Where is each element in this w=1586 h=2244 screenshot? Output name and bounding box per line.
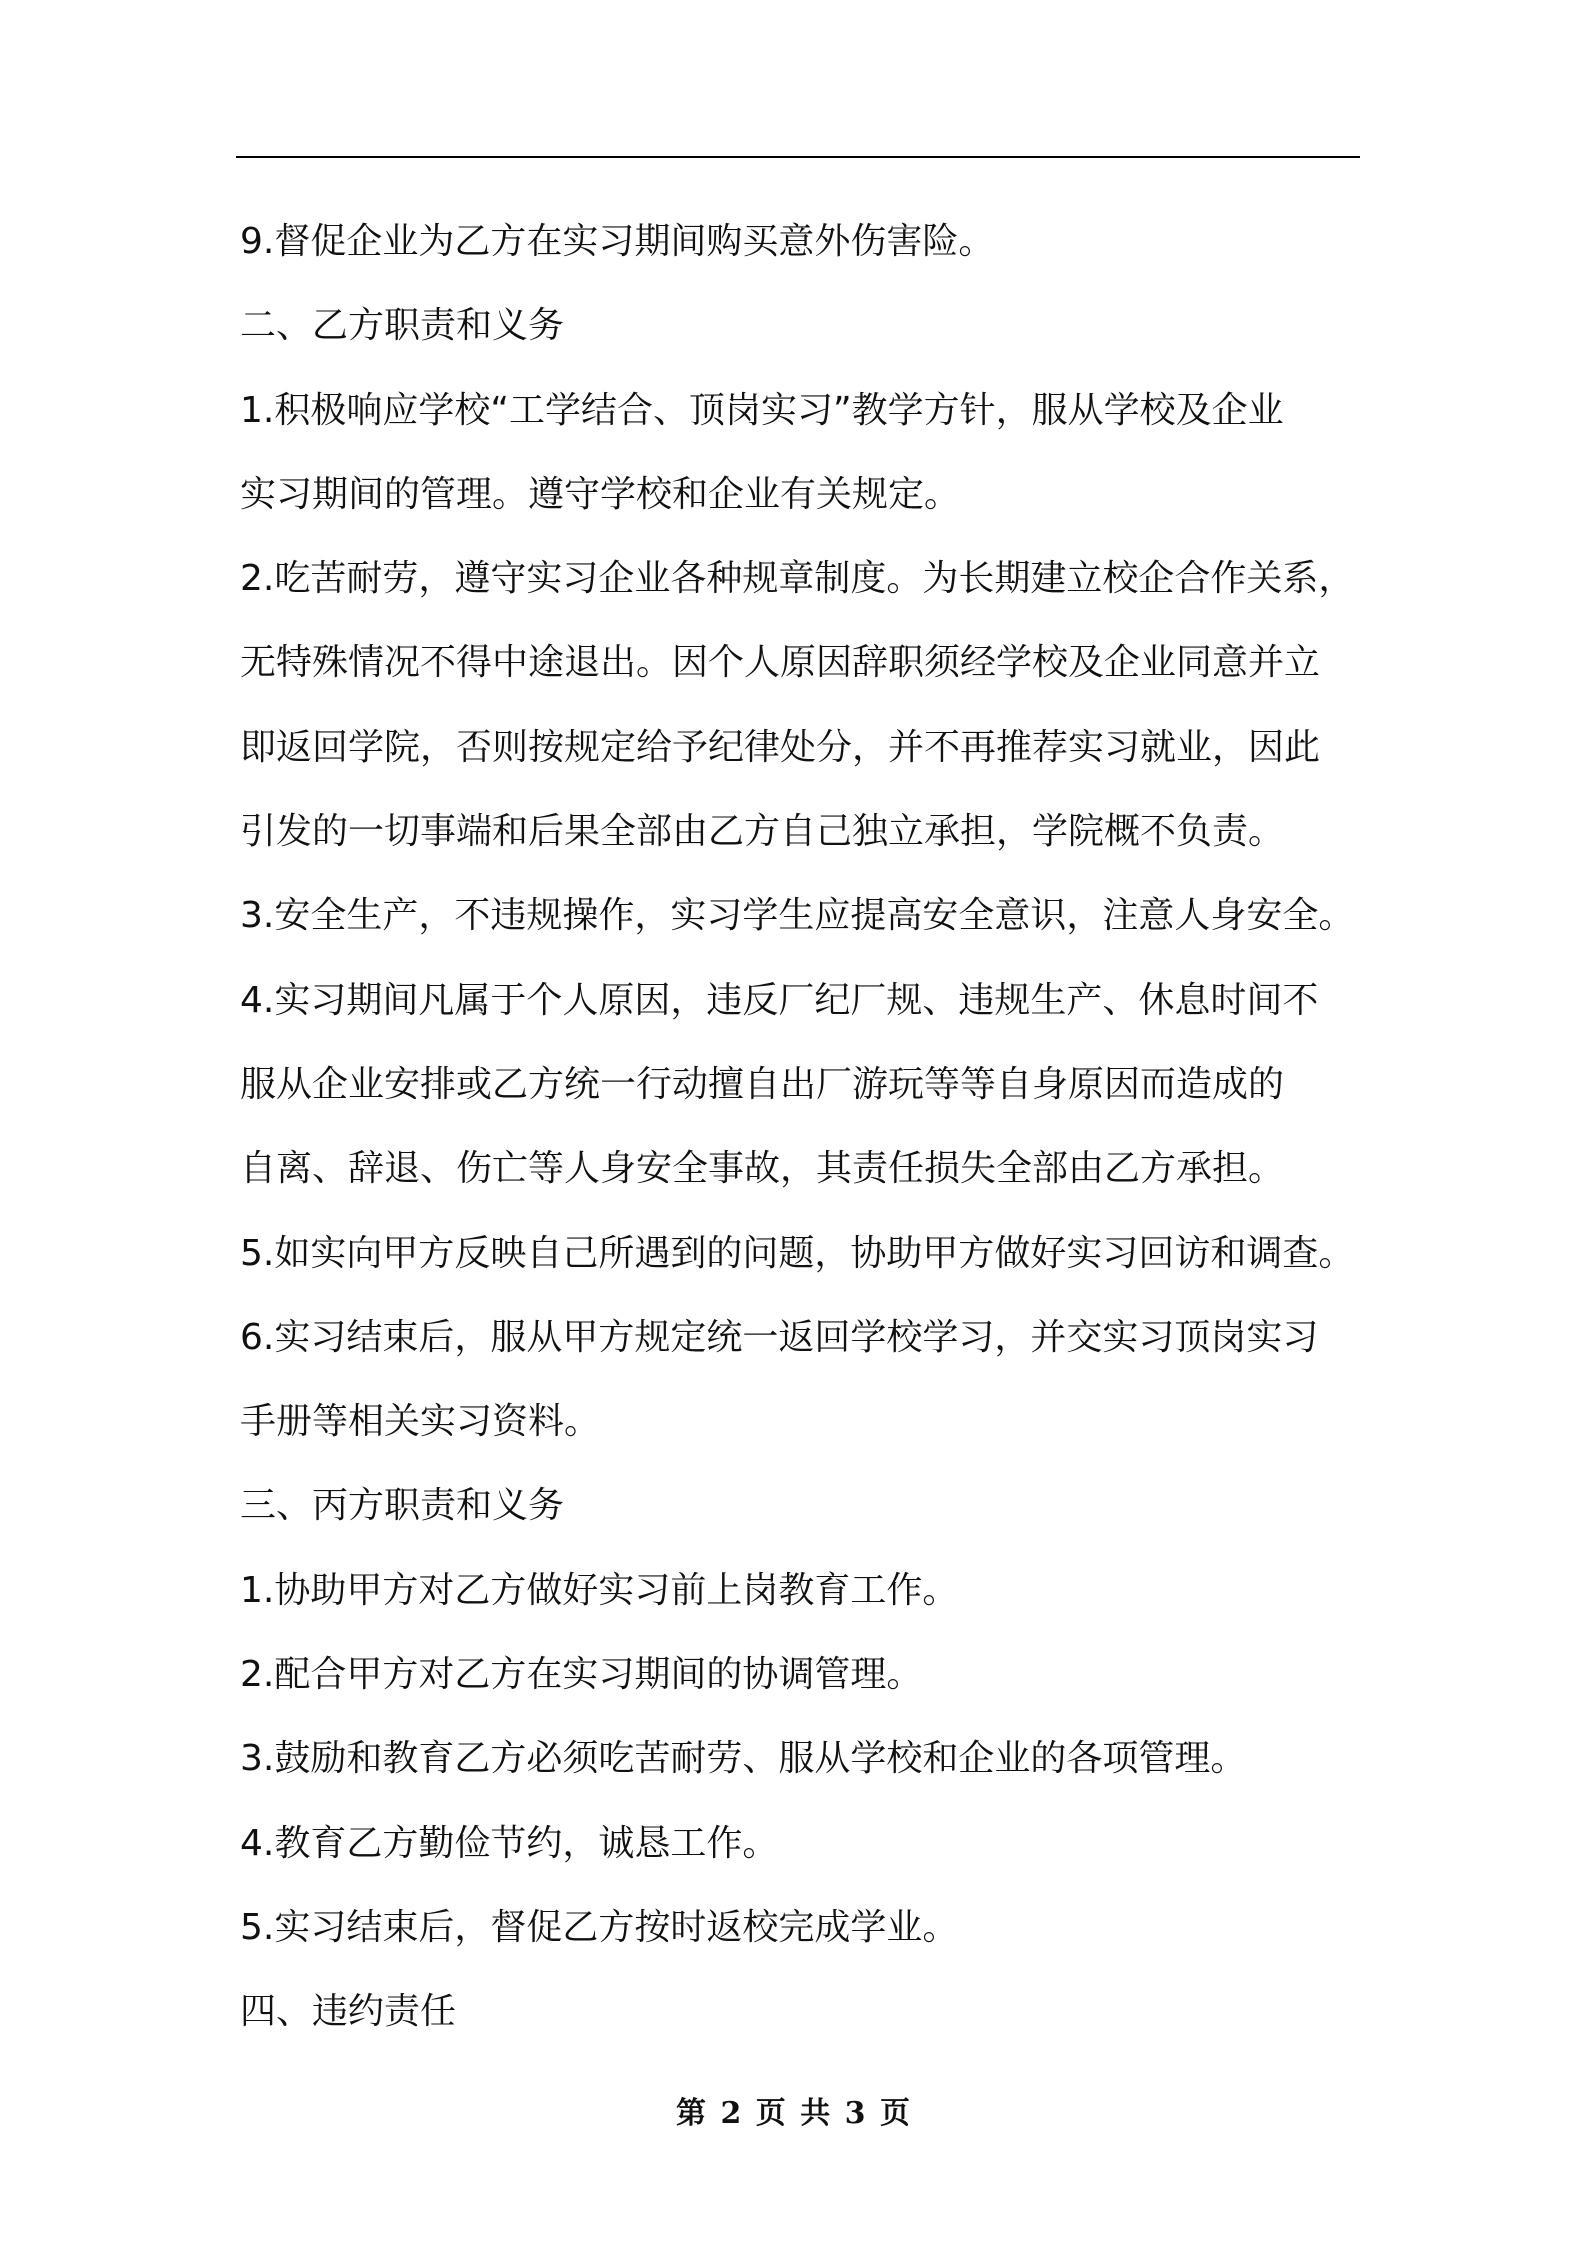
page-footer <box>0 2094 1586 2134</box>
section-heading: 二、乙方职责和义务 <box>240 305 565 347</box>
header-rule <box>236 156 1360 158</box>
text-line: 5.实习结束后，督促乙方按时返校完成学业。 <box>240 1906 959 1948</box>
text-line: 无特殊情况不得中途退出。因个人原因辞职须经学校及企业同意并立 <box>240 642 1321 684</box>
text-line: 1.协助甲方对乙方做好实习前上岗教育工作。 <box>240 1569 959 1611</box>
text-line: 4.教育乙方勤俭节约，诚恳工作。 <box>240 1822 779 1864</box>
footer-page-label: 第 <box>675 2096 706 2131</box>
footer-current-page: 2 <box>720 2096 742 2131</box>
section-heading: 三、丙方职责和义务 <box>240 1485 565 1527</box>
section-heading: 四、违约责任 <box>240 1991 457 2033</box>
text-line: 2.吃苦耐劳，遵守实习企业各种规章制度。为长期建立校企合作关系， <box>240 558 1355 600</box>
text-line: 即返回学院，否则按规定给予纪律处分，并不再推荐实习就业，因此 <box>240 726 1321 768</box>
text-line: 手册等相关实习资料。 <box>240 1401 601 1443</box>
text-line: 引发的一切事端和后果全部由乙方自己独立承担，学院概不负责。 <box>240 811 1285 853</box>
document-body <box>240 200 1372 2055</box>
text-line: 6.实习结束后，服从甲方规定统一返回学校学习，并交实习顶岗实习 <box>240 1316 1319 1358</box>
text-line: 自离、辞退、伤亡等人身安全事故，其责任损失全部由乙方承担。 <box>240 1148 1285 1190</box>
text-line: 9.督促企业为乙方在实习期间购买意外伤害险。 <box>240 221 995 262</box>
text-line: 5.如实向甲方反映自己所遇到的问题，协助甲方做好实习回访和调查。 <box>240 1232 1355 1274</box>
footer-page-unit: 页 <box>755 2096 786 2131</box>
text-line: 2.配合甲方对乙方在实习期间的协调管理。 <box>240 1654 923 1696</box>
footer-total-unit: 页 <box>880 2096 910 2131</box>
text-line: 服从企业安排或乙方统一行动擅自出厂游玩等等自身原因而造成的 <box>240 1063 1285 1105</box>
text-line: 实习期间的管理。遵守学校和企业有关规定。 <box>240 473 961 515</box>
text-line: 4.实习期间凡属于个人原因，违反厂纪厂规、违规生产、休息时间不 <box>240 979 1319 1021</box>
text-line: 1.积极响应学校“工学结合、顶岗实习”教学方针，服从学校及企业 <box>240 389 1284 431</box>
footer-total-pages: 3 <box>844 2096 866 2131</box>
text-line: 3.鼓励和教育乙方必须吃苦耐劳、服从学校和企业的各项管理。 <box>240 1738 1247 1780</box>
text-line: 3.安全生产，不违规操作，实习学生应提高安全意识，注意人身安全。 <box>240 895 1355 937</box>
footer-total-label: 共 <box>800 2096 831 2131</box>
